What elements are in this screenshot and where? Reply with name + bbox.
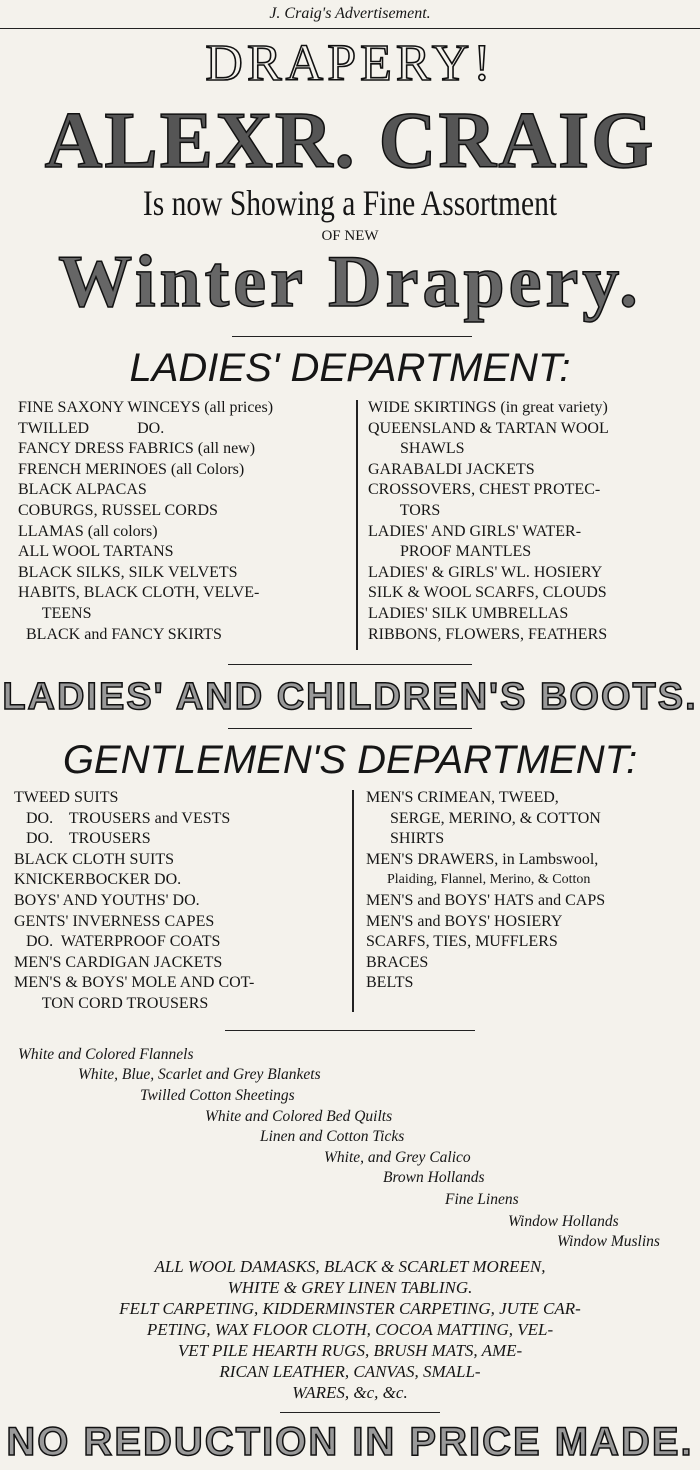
- list-item: MEN'S & BOYS' MOLE AND COT-: [14, 974, 255, 992]
- list-item: Plaiding, Flannel, Merino, & Cotton: [366, 872, 591, 888]
- list-item: DO. TROUSERS and VESTS: [14, 809, 231, 827]
- cascade-line: Window Hollands: [508, 1213, 619, 1230]
- divider-rule: [280, 1412, 440, 1413]
- gentlemen-right-list: [366, 788, 605, 994]
- list-item: BLACK ALPACAS: [18, 481, 147, 499]
- ladies-column-divider: [356, 400, 358, 650]
- list-item: MEN'S CRIMEAN, TWEED,: [366, 789, 559, 806]
- list-item: MEN'S DRAWERS, in Lambswool,: [366, 850, 599, 868]
- cascade-line: White, Blue, Scarlet and Grey Blankets: [78, 1066, 321, 1083]
- list-item: CROSSOVERS, CHEST PROTEC-: [368, 481, 601, 499]
- caps-line: PETING, WAX FLOOR CLOTH, COCOA MATTING, VEL-: [146, 1320, 554, 1339]
- list-item: RIBBONS, FLOWERS, FEATHERS: [368, 625, 608, 643]
- caps-line: FELT CARPETING, KIDDERMINSTER CARPETING, JUTE CAR-: [119, 1299, 581, 1318]
- top-rule: [0, 28, 700, 29]
- list-item: LADIES' SILK UMBRELLAS: [368, 604, 569, 622]
- list-item: SHIRTS: [366, 830, 445, 848]
- gentlemen-department-heading: GENTLEMEN'S DEPARTMENT:: [62, 738, 638, 782]
- cascade-line: White and Colored Bed Quilts: [205, 1108, 393, 1125]
- of-new-label: OF NEW: [321, 228, 379, 244]
- list-item: ALL WOOL TARTANS: [18, 543, 174, 561]
- list-item: DO. TROUSERS: [14, 830, 151, 848]
- cascade-line: Twilled Cotton Sheetings: [140, 1087, 295, 1104]
- cascade-line: White and Colored Flannels: [18, 1046, 194, 1063]
- list-item: BRACES: [366, 953, 429, 971]
- ladies-right-list: [368, 398, 609, 645]
- list-item: LADIES' AND GIRLS' WATER-: [368, 522, 582, 540]
- list-item: LLAMAS (all colors): [18, 522, 158, 540]
- list-item: DO. WATERPROOF COATS: [14, 933, 221, 951]
- list-item: BLACK SILKS, SILK VELVETS: [18, 563, 238, 581]
- list-item: TEENS: [18, 604, 92, 622]
- list-item: SERGE, MERINO, & COTTON: [366, 809, 601, 827]
- tagline: Is now Showing a Fine Assortment: [142, 183, 558, 223]
- list-item: BLACK CLOTH SUITS: [14, 850, 175, 868]
- advertisement-header: J. Craig's Advertisement.: [269, 5, 431, 22]
- list-item: BOYS' AND YOUTHS' DO.: [14, 891, 200, 909]
- list-item: SCARFS, TIES, MUFFLERS: [366, 933, 558, 951]
- cascade-line: Window Muslins: [557, 1233, 660, 1250]
- cascade-line: Fine Linens: [445, 1191, 519, 1208]
- list-item: LADIES' & GIRLS' WL. HOSIERY: [368, 563, 603, 581]
- caps-line: ALL WOOL DAMASKS, BLACK & SCARLET MOREEN,: [154, 1257, 546, 1276]
- list-item: MEN'S CARDIGAN JACKETS: [14, 953, 223, 971]
- list-item: COBURGS, RUSSEL CORDS: [18, 501, 218, 519]
- list-item: FRENCH MERINOES (all Colors): [18, 460, 245, 478]
- list-item: SILK & WOOL SCARFS, CLOUDS: [368, 584, 607, 602]
- divider-rule: [232, 336, 472, 337]
- list-item: GARABALDI JACKETS: [368, 460, 535, 478]
- caps-line: WARES, &c, &c.: [292, 1383, 408, 1402]
- caps-line: WHITE & GREY LINEN TABLING.: [227, 1278, 473, 1297]
- list-item: PROOF MANTLES: [368, 543, 532, 561]
- list-item: KNICKERBOCKER DO.: [14, 871, 182, 889]
- divider-rule: [228, 728, 472, 729]
- caps-line: VET PILE HEARTH RUGS, BRUSH MATS, AME-: [177, 1341, 523, 1360]
- cascade-line: Brown Hollands: [383, 1169, 485, 1186]
- ladies-left-list: [18, 398, 273, 645]
- list-item: FINE SAXONY WINCEYS (all prices): [18, 399, 274, 416]
- gentlemen-left-list: [14, 788, 254, 1015]
- merchant-name: ALEXR. CRAIG: [44, 97, 656, 185]
- list-item: TWEED SUITS: [14, 789, 119, 806]
- list-item: MEN'S and BOYS' HATS and CAPS: [366, 891, 606, 909]
- list-item: TON CORD TROUSERS: [14, 994, 209, 1012]
- cascade-line: Linen and Cotton Ticks: [260, 1128, 405, 1145]
- divider-rule: [225, 1030, 475, 1031]
- list-item: HABITS, BLACK CLOTH, VELVE-: [18, 584, 260, 602]
- divider-rule: [228, 664, 472, 665]
- winter-drapery-title: Winter Drapery.: [58, 241, 642, 323]
- list-item: SHAWLS: [368, 440, 465, 458]
- gentlemen-column-divider: [352, 790, 354, 1012]
- no-reduction-footer: NO REDUCTION IN PRICE MADE.: [6, 1420, 694, 1464]
- caps-line: RICAN LEATHER, CANVAS, SMALL-: [219, 1362, 481, 1381]
- list-item: FANCY DRESS FABRICS (all new): [18, 440, 256, 458]
- list-item: BELTS: [366, 974, 414, 992]
- boots-heading: LADIES' AND CHILDREN'S BOOTS.: [2, 676, 698, 718]
- list-item: WIDE SKIRTINGS (in great variety): [368, 399, 608, 416]
- list-item: QUEENSLAND & TARTAN WOOL: [368, 419, 609, 437]
- list-item: BLACK and FANCY SKIRTS: [18, 625, 222, 643]
- list-item: TWILLED DO.: [18, 419, 165, 437]
- list-item: TORS: [368, 501, 441, 519]
- list-item: MEN'S and BOYS' HOSIERY: [366, 912, 563, 930]
- ladies-department-heading: LADIES' DEPARTMENT:: [129, 346, 571, 390]
- list-item: GENTS' INVERNESS CAPES: [14, 912, 215, 930]
- cascade-line: White, and Grey Calico: [324, 1149, 471, 1166]
- drapery-title: DRAPERY!: [205, 35, 495, 92]
